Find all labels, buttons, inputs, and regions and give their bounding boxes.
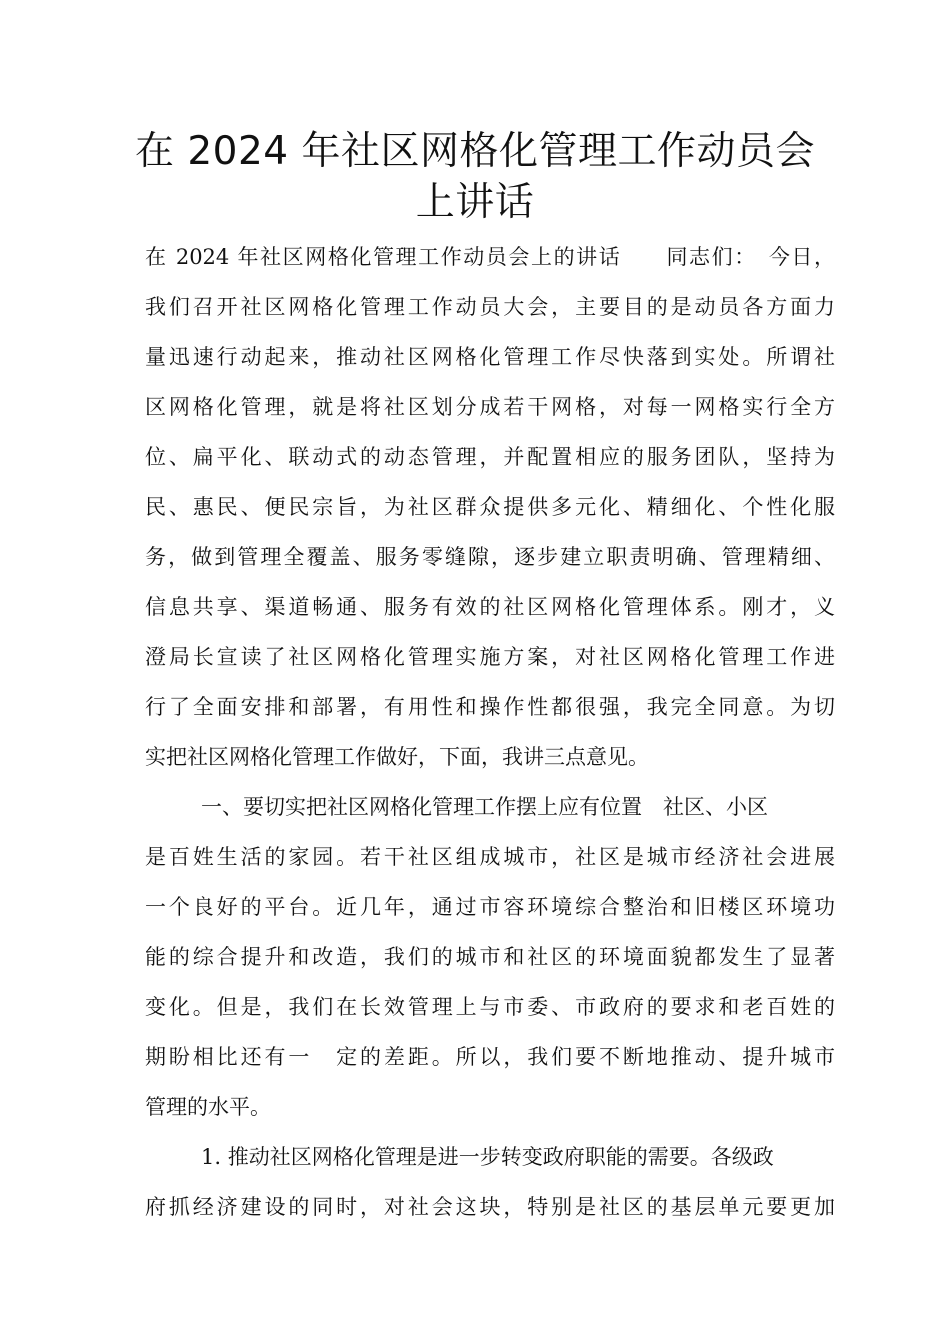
body-line: 位、扁平化、联动式的动态管理，并配置相应的服务团队，坚持为 bbox=[145, 445, 835, 469]
body-line: 能的综合提升和改造，我们的城市和社区的环境面貌都发生了显著 bbox=[145, 945, 835, 969]
body-line: 在 2024 年社区网格化管理工作动员会上的讲话 同志们： 今日， bbox=[145, 245, 835, 269]
body-line: 我们召开社区网格化管理工作动员大会，主要目的是动员各方面力 bbox=[145, 295, 835, 319]
body-line: 务，做到管理全覆盖、服务零缝隙，逐步建立职责明确、管理精细、 bbox=[145, 545, 835, 569]
document-title bbox=[120, 126, 830, 228]
document-body bbox=[145, 232, 835, 1232]
body-line: 行了全面安排和部署，有用性和操作性都很强，我完全同意。为切 bbox=[145, 695, 835, 719]
body-line: 变化。但是，我们在长效管理上与市委、市政府的要求和老百姓的 bbox=[145, 995, 835, 1019]
body-line: 信息共享、渠道畅通、服务有效的社区网格化管理体系。刚才，义 bbox=[145, 595, 835, 619]
body-line: 管理的水平。 bbox=[145, 1095, 271, 1119]
title-line-2: 上讲话 bbox=[415, 180, 535, 225]
numbered-item-line: 1. 推动社区网格化管理是进一步转变政府职能的需要。各级政 bbox=[201, 1145, 774, 1169]
body-line: 澄局长宣读了社区网格化管理实施方案，对社区网格化管理工作进 bbox=[145, 645, 835, 669]
body-line: 区网格化管理，就是将社区划分成若干网格，对每一网格实行全方 bbox=[145, 395, 835, 419]
body-line: 期盼相比还有一 定的差距。所以，我们要不断地推动、提升城市 bbox=[145, 1045, 835, 1069]
section-heading-line: 一、要切实把社区网格化管理工作摆上应有位置 社区、小区 bbox=[201, 795, 768, 819]
body-line: 是百姓生活的家园。若干社区组成城市，社区是城市经济社会进展 bbox=[145, 845, 835, 869]
body-line: 府抓经济建设的同时，对社会这块，特别是社区的基层单元要更加 bbox=[145, 1195, 835, 1219]
title-line-1: 在 2024 年社区网格化管理工作动员会 bbox=[134, 129, 816, 174]
body-line: 实把社区网格化管理工作做好，下面，我讲三点意见。 bbox=[145, 745, 649, 769]
body-line: 量迅速行动起来，推动社区网格化管理工作尽快落到实处。所谓社 bbox=[145, 345, 835, 369]
body-line: 一个良好的平台。近几年，通过市容环境综合整治和旧楼区环境功 bbox=[145, 895, 835, 919]
body-line: 民、惠民、便民宗旨，为社区群众提供多元化、精细化、个性化服 bbox=[145, 495, 835, 519]
